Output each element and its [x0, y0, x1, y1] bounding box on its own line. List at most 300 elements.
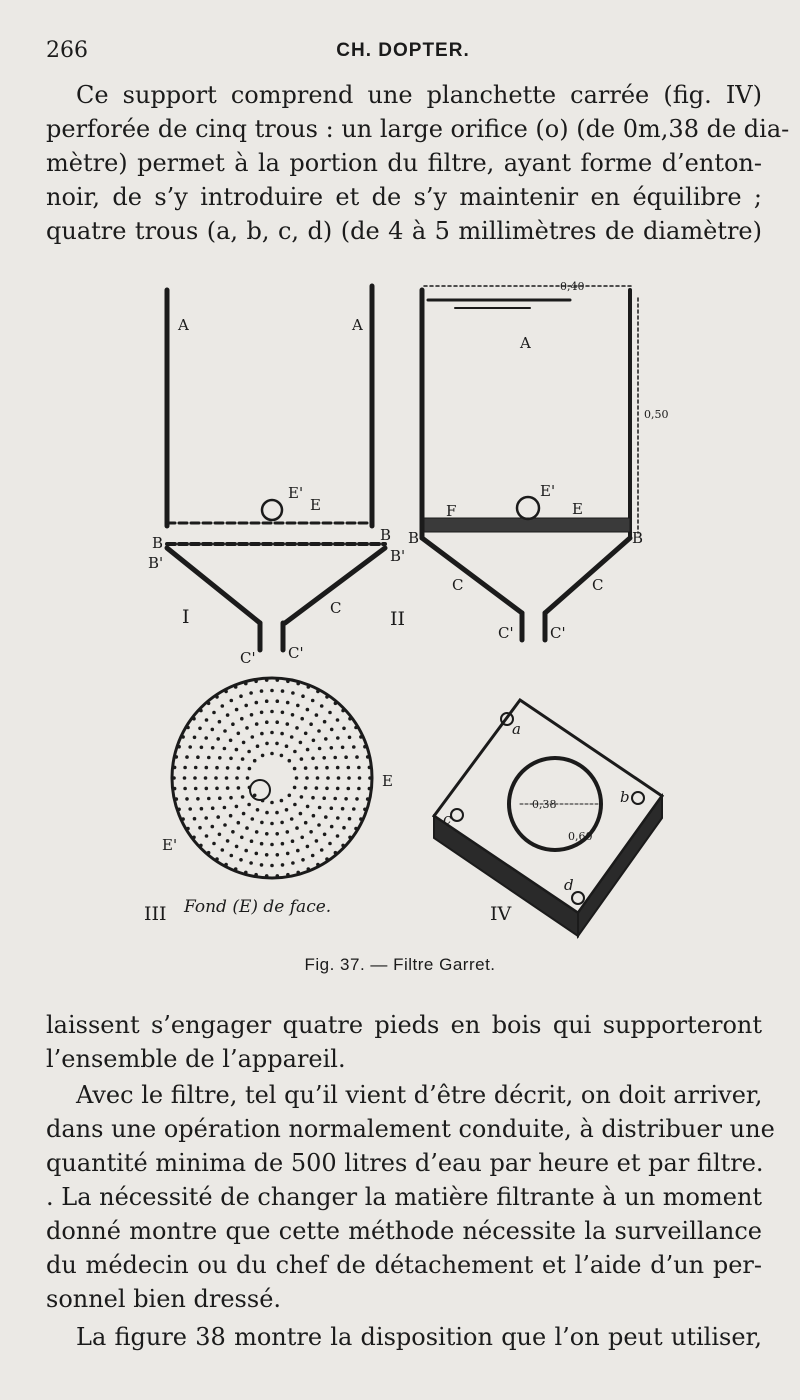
perforation-hole	[306, 748, 310, 752]
perforation-hole	[281, 711, 285, 715]
perforation-hole	[270, 710, 274, 714]
text-line: quantité minima de 500 litres d’eau par heure et par filtre.	[46, 1149, 764, 1177]
perforation-hole	[221, 704, 225, 708]
label-fond: Fond (E) de face.	[184, 897, 332, 917]
perforation-hole	[221, 848, 225, 852]
perforation-hole	[325, 766, 329, 770]
perforation-hole	[256, 808, 260, 812]
perforation-hole	[198, 826, 202, 830]
perforation-hole	[235, 845, 239, 849]
perforation-hole	[311, 796, 315, 800]
perforation-hole	[244, 682, 248, 686]
perforation-hole	[304, 732, 308, 736]
perforation-hole	[341, 746, 345, 750]
perforation-hole	[357, 787, 361, 791]
perforation-hole	[315, 766, 319, 770]
text-line: l’ensemble de l’appareil.	[46, 1045, 346, 1073]
label-c-prime: C'	[240, 649, 256, 667]
label-dim-square: 0,60	[568, 830, 593, 843]
perforation-hole	[368, 776, 372, 780]
perforation-hole	[265, 832, 269, 836]
label-c-fig2: C	[452, 576, 464, 594]
perforation-hole	[205, 834, 209, 838]
perforation-hole	[293, 803, 297, 807]
label-a-right: A	[352, 316, 363, 334]
label-hole-c: c	[443, 810, 452, 828]
perforation-hole	[193, 776, 197, 780]
perforation-hole	[334, 702, 338, 706]
perforation-hole	[320, 704, 324, 708]
label-f: F	[446, 502, 457, 520]
perforation-hole	[286, 873, 290, 877]
perforation-hole	[366, 797, 370, 801]
perforation-hole	[312, 814, 316, 818]
perforation-hole	[299, 741, 303, 745]
perforation-hole	[231, 722, 235, 726]
perforation-hole	[301, 694, 305, 698]
perforation-hole	[315, 713, 319, 717]
perforation-hole	[205, 766, 209, 770]
perforation-hole	[185, 797, 189, 801]
perforation-hole	[342, 727, 346, 731]
perforation-hole	[342, 826, 346, 830]
perforation-hole	[248, 786, 252, 790]
perforation-hole	[211, 806, 215, 810]
perforation-hole	[347, 776, 351, 780]
perforation-hole	[196, 797, 200, 801]
perforation-hole	[276, 699, 280, 703]
perforation-hole	[212, 842, 216, 846]
perforation-hole	[181, 735, 185, 739]
fig-iv-support-board	[434, 700, 662, 936]
perforation-hole	[196, 755, 200, 759]
perforation-hole	[244, 704, 248, 708]
perforation-hole	[344, 797, 348, 801]
perforation-hole	[218, 796, 222, 800]
perforation-hole	[247, 803, 251, 807]
perforation-hole	[270, 731, 274, 735]
label-hole-b: b	[620, 788, 630, 806]
perforation-hole	[265, 678, 269, 682]
perforation-hole	[322, 756, 326, 760]
perforation-hole	[261, 754, 265, 758]
label-c-fig2-right: C	[592, 576, 604, 594]
label-e-prime-disc: E'	[162, 836, 178, 854]
perforation-hole	[230, 854, 234, 858]
perforation-hole	[204, 776, 208, 780]
label-e-prime: E'	[288, 484, 304, 502]
perforation-hole	[242, 812, 246, 816]
perforation-hole	[255, 830, 259, 834]
perforation-hole	[288, 794, 292, 798]
perforation-hole	[347, 766, 351, 770]
perforation-hole	[260, 689, 264, 693]
perforation-hole	[288, 759, 292, 763]
perforation-hole	[359, 817, 363, 821]
perforation-hole	[226, 839, 230, 843]
perforation-hole	[172, 776, 176, 780]
perforation-hole	[214, 776, 218, 780]
perforation-hole	[355, 797, 359, 801]
perforation-hole	[311, 757, 315, 761]
perforation-hole	[311, 699, 315, 703]
perforation-hole	[336, 766, 340, 770]
label-a-left: A	[178, 316, 189, 334]
perforation-hole	[276, 853, 280, 857]
perforation-hole	[291, 861, 295, 865]
perforation-hole	[260, 821, 264, 825]
perforation-hole	[280, 821, 284, 825]
label-c-prime-fig2-right: C'	[550, 624, 566, 642]
perforation-hole	[270, 822, 274, 826]
perforation-hole	[286, 680, 290, 684]
perforation-hole	[218, 720, 222, 724]
perforation-hole	[237, 766, 241, 770]
perforation-hole	[307, 685, 311, 689]
perforation-hole	[211, 746, 215, 750]
perforation-hole	[300, 836, 304, 840]
perforation-hole	[286, 701, 290, 705]
perforation-hole	[300, 795, 304, 799]
perforation-hole	[306, 845, 310, 849]
perforation-hole	[290, 817, 294, 821]
text-line: Ce support comprend une planchette carrée (fig. IV)	[76, 81, 762, 109]
perforation-hole	[317, 823, 321, 827]
perforation-hole	[316, 776, 320, 780]
perforation-hole	[330, 728, 334, 732]
perforation-hole	[280, 754, 284, 758]
perforation-hole	[207, 756, 211, 760]
label-dim-side: 0,50	[644, 408, 669, 421]
text-line: dans une opération normalement conduite, à distribuer une	[46, 1115, 775, 1143]
filter-drawings	[100, 268, 780, 948]
perforation-hole	[188, 807, 192, 811]
perforation-hole	[270, 801, 274, 805]
perforation-hole	[281, 842, 285, 846]
perforation-hole	[199, 709, 203, 713]
perforation-hole	[359, 735, 363, 739]
perforation-hole	[194, 766, 198, 770]
perforation-hole	[285, 808, 289, 812]
perforation-hole	[305, 776, 309, 780]
perforation-hole	[237, 732, 241, 736]
perforation-hole	[265, 699, 269, 703]
paragraph-support	[46, 78, 790, 248]
perforation-hole	[173, 766, 177, 770]
perforation-hole	[244, 849, 248, 853]
label-e-disc: E	[382, 772, 393, 790]
perforation-hole	[352, 807, 356, 811]
perforation-hole	[240, 836, 244, 840]
perforation-hole	[224, 690, 228, 694]
perforation-hole	[336, 718, 340, 722]
perforation-hole	[175, 797, 179, 801]
perforation-hole	[265, 811, 269, 815]
perforation-hole	[204, 736, 208, 740]
perforation-hole	[270, 752, 274, 756]
perforation-hole	[333, 756, 337, 760]
perforation-hole	[240, 717, 244, 721]
label-c: C	[330, 599, 342, 617]
perforation-hole	[265, 742, 269, 746]
text-line: sonnel bien dressé.	[46, 1285, 282, 1313]
perforation-hole	[199, 844, 203, 848]
perforation-hole	[207, 702, 211, 706]
perforation-hole	[336, 816, 340, 820]
perforation-hole	[207, 851, 211, 855]
perforation-hole	[358, 776, 362, 780]
perforation-hole	[366, 755, 370, 759]
perforation-hole	[270, 864, 274, 868]
perforation-hole	[224, 863, 228, 867]
perforation-hole	[341, 709, 345, 713]
perforation-hole	[286, 830, 290, 834]
perforation-hole	[275, 832, 279, 836]
perforation-hole	[290, 735, 294, 739]
perforation-hole	[318, 806, 322, 810]
perforation-hole	[223, 823, 227, 827]
perforation-hole	[251, 817, 255, 821]
perforation-hole	[323, 833, 327, 837]
perforation-hole	[300, 717, 304, 721]
perforation-hole	[312, 739, 316, 743]
perforation-hole	[347, 787, 351, 791]
perforation-hole	[344, 755, 348, 759]
label-fig-i: I	[182, 606, 190, 628]
perforation-hole	[250, 713, 254, 717]
perforation-hole	[341, 844, 345, 848]
perforation-hole	[265, 853, 269, 857]
perforation-hole	[357, 766, 361, 770]
perforation-hole	[205, 787, 209, 791]
perforation-hole	[183, 776, 187, 780]
perforation-hole	[241, 795, 245, 799]
perforation-hole	[265, 720, 269, 724]
perforation-hole	[247, 750, 251, 754]
label-c-prime-right: C'	[288, 644, 304, 662]
perforation-hole	[260, 711, 264, 715]
perforation-hole	[330, 825, 334, 829]
perforation-hole	[326, 776, 330, 780]
perforation-hole	[304, 821, 308, 825]
perforation-hole	[218, 833, 222, 837]
page-number: 266	[46, 38, 88, 63]
text-line: noir, de s’y introduire et de s’y maintenir en équilibre ;	[46, 183, 762, 211]
label-hole-d: d	[564, 876, 574, 894]
perforation-hole	[275, 811, 279, 815]
perforation-hole	[223, 729, 227, 733]
perforation-hole	[200, 746, 204, 750]
perforation-hole	[293, 750, 297, 754]
perforation-hole	[333, 797, 337, 801]
perforation-hole	[260, 732, 264, 736]
perforation-hole	[193, 736, 197, 740]
perforation-hole	[234, 867, 238, 871]
perforation-hole	[200, 807, 204, 811]
paragraph-feet	[46, 1008, 762, 1076]
perforation-hole	[177, 808, 181, 812]
perforation-hole	[183, 766, 187, 770]
perforation-hole	[242, 741, 246, 745]
fig-i-vessel	[167, 286, 385, 650]
perforation-hole	[229, 796, 233, 800]
perforation-hole	[309, 830, 313, 834]
perforation-hole	[229, 757, 233, 761]
perforation-hole	[225, 776, 229, 780]
perforation-hole	[316, 863, 320, 867]
perforation-hole	[215, 857, 219, 861]
figure-garret-filter	[100, 268, 780, 948]
perforation-hole	[270, 843, 274, 847]
perforation-hole	[198, 727, 202, 731]
perforation-hole	[194, 787, 198, 791]
perforation-hole	[295, 776, 299, 780]
label-b-fig2-right: B	[632, 529, 644, 547]
perforation-hole	[299, 812, 303, 816]
text-line: Avec le filtre, tel qu’il vient d’être décrit, on doit arriver,	[76, 1081, 763, 1109]
perforation-hole	[295, 726, 299, 730]
perforation-hole	[251, 735, 255, 739]
perforation-hole	[177, 745, 181, 749]
perforation-hole	[276, 678, 280, 682]
perforation-hole	[205, 718, 209, 722]
perforation-hole	[315, 839, 319, 843]
perforation-hole	[193, 817, 197, 821]
perforation-hole	[173, 787, 177, 791]
perforation-hole	[253, 759, 257, 763]
perforation-hole	[245, 726, 249, 730]
perforation-hole	[246, 776, 250, 780]
perforation-hole	[260, 842, 264, 846]
label-e-fig2: E	[572, 500, 583, 518]
perforation-hole	[337, 776, 341, 780]
perforation-hole	[248, 767, 252, 771]
text-line: . La nécessité de changer la matière filtrante à un moment	[46, 1183, 763, 1211]
perforation-hole	[368, 766, 372, 770]
label-b-left: B	[152, 534, 164, 552]
perforation-hole	[309, 722, 313, 726]
perforation-hole	[237, 786, 241, 790]
perforation-hole	[334, 851, 338, 855]
perforation-hole	[265, 874, 269, 878]
perforation-hole	[322, 796, 326, 800]
perforation-hole	[275, 742, 279, 746]
perforation-hole	[336, 736, 340, 740]
label-a-fig2: A	[520, 334, 531, 352]
perforation-hole	[239, 694, 243, 698]
label-c-prime-fig2: C'	[498, 624, 514, 642]
perforation-hole	[175, 755, 179, 759]
paragraph-operation	[46, 1078, 775, 1316]
perforation-hole	[291, 839, 295, 843]
perforation-hole	[249, 691, 253, 695]
perforation-hole	[341, 807, 345, 811]
perforation-hole	[255, 722, 259, 726]
perforation-hole	[211, 825, 215, 829]
perforation-hole	[316, 690, 320, 694]
perforation-hole	[315, 786, 319, 790]
perforation-hole	[354, 827, 358, 831]
perforation-hole	[304, 766, 308, 770]
perforation-hole	[270, 689, 274, 693]
perforation-hole	[204, 816, 208, 820]
text-line: du médecin ou du chef de détachement et l’aide d’un per-	[46, 1251, 762, 1279]
perforation-hole	[192, 717, 196, 721]
perforation-hole	[355, 755, 359, 759]
perforation-hole	[185, 755, 189, 759]
perforation-hole	[241, 757, 245, 761]
perforation-hole	[348, 817, 352, 821]
perforation-hole	[328, 711, 332, 715]
fig-iii-perforated-disc	[172, 678, 372, 878]
perforation-hole	[325, 695, 329, 699]
figure-caption: Fig. 37. — Filtre Garret.	[304, 955, 496, 974]
perforation-hole	[281, 863, 285, 867]
perforation-hole	[286, 722, 290, 726]
perforation-hole	[296, 704, 300, 708]
perforation-hole	[363, 745, 367, 749]
perforation-hole	[244, 871, 248, 875]
perforation-hole	[296, 682, 300, 686]
perforation-hole	[256, 744, 260, 748]
perforation-hole	[186, 827, 190, 831]
label-e: E	[310, 496, 321, 514]
perforation-hole	[348, 736, 352, 740]
perforation-hole	[348, 836, 352, 840]
perforation-hole	[336, 787, 340, 791]
perforation-hole	[311, 854, 315, 858]
label-fig-iii: III	[144, 903, 167, 925]
perforation-hole	[215, 766, 219, 770]
perforation-hole	[295, 826, 299, 830]
perforation-hole	[223, 806, 227, 810]
label-bp-left: B'	[148, 554, 164, 572]
perforation-hole	[291, 691, 295, 695]
perforation-hole	[301, 858, 305, 862]
perforation-hole	[348, 717, 352, 721]
perforation-hole	[226, 713, 230, 717]
perforation-hole	[254, 873, 258, 877]
perforation-hole	[215, 787, 219, 791]
perforation-hole	[245, 826, 249, 830]
perforation-hole	[296, 871, 300, 875]
perforation-hole	[226, 786, 230, 790]
perforation-hole	[218, 756, 222, 760]
perforation-hole	[235, 708, 239, 712]
perforation-hole	[336, 834, 340, 838]
perforation-hole	[293, 786, 297, 790]
perforation-hole	[239, 858, 243, 862]
label-hole-a: a	[512, 720, 521, 738]
page-header	[46, 38, 760, 70]
perforation-hole	[207, 797, 211, 801]
label-dim-top: 0,40	[560, 280, 585, 293]
perforation-hole	[235, 748, 239, 752]
perforation-hole	[320, 848, 324, 852]
perforation-hole	[226, 766, 230, 770]
text-line: perforée de cinq trous : un large orifice (o) (de 0m,38 de dia-	[46, 115, 790, 143]
text-line: mètre) permet à la portion du filtre, ayant forme d’enton-	[46, 149, 762, 177]
label-fig-iv: IV	[490, 903, 512, 925]
perforation-hole	[325, 787, 329, 791]
perforation-hole	[363, 808, 367, 812]
paragraph-figure38	[46, 1320, 762, 1354]
perforation-hole	[324, 737, 328, 741]
perforation-hole	[255, 701, 259, 705]
perforation-hole	[181, 817, 185, 821]
perforation-hole	[352, 745, 356, 749]
text-line: La figure 38 montre la disposition que l’on peut utiliser,	[76, 1323, 762, 1351]
